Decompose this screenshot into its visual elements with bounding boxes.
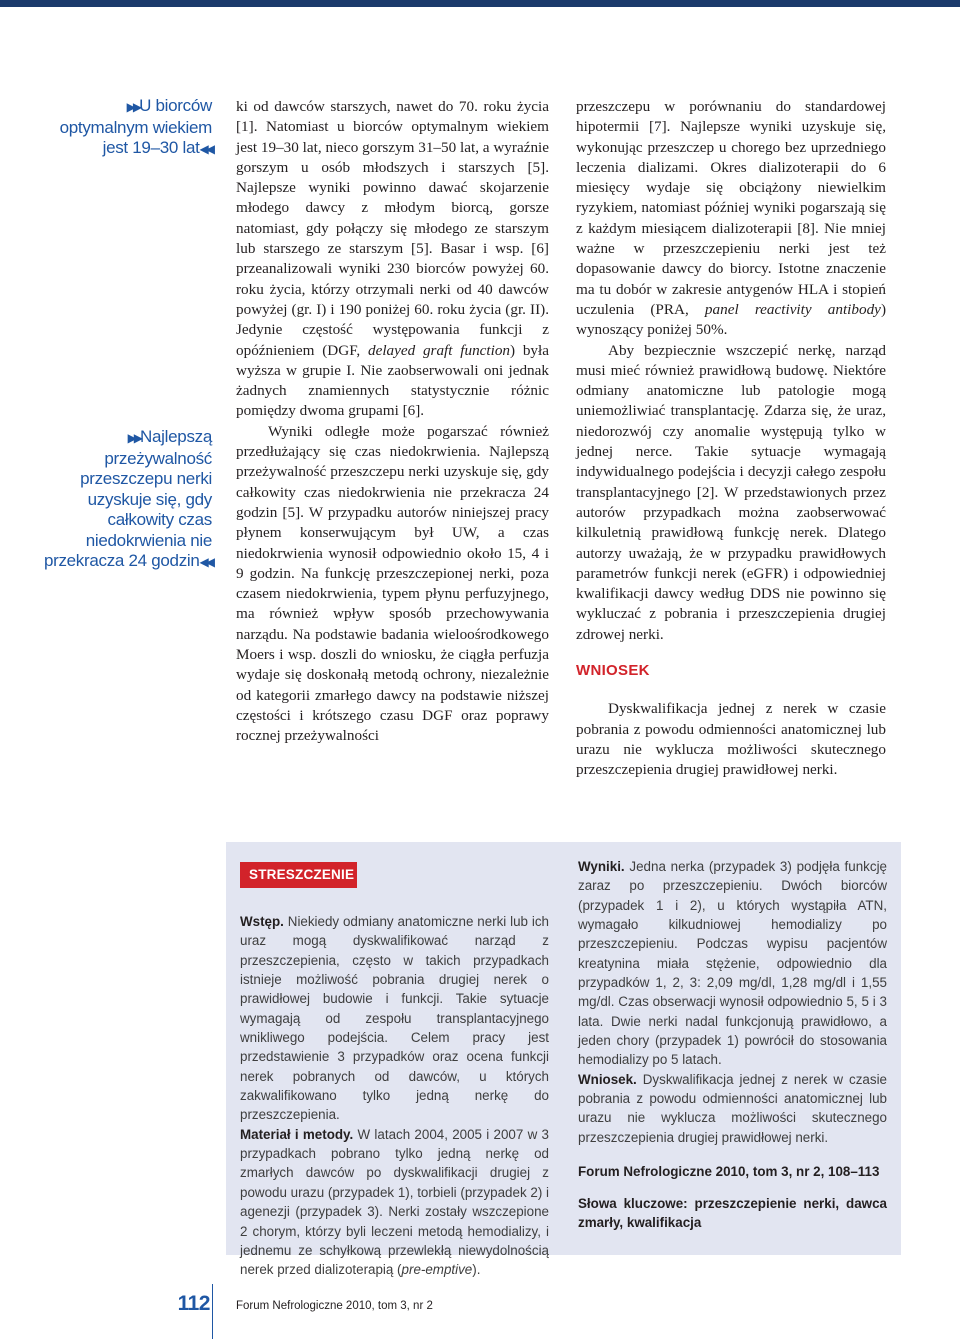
body-column-right [576,97,886,781]
abstract-results: Wyniki. Jedna nerka (przypadek 3) podjęła funkcję zaraz po przeszczepieniu. Dwóch biorców (przypadek 1 i 2), u których wystąpiła ATN, wymagało kilkudniowej hemodializy po przeszczepieniu. Podczas wypisu pacjentów kreatynina miała stężenie, odpowiednio dla przypadków 1, 2, 3: 2,09 mg/dl, 1,28 mg/dl i 1,55 mg/dl. Czas obserwacji wynosił odpowiednio 5, 5 i 3 lata. Dwie nerki nadal funkcjonują prawidłowo, a jeden chory (przypadek 1) powrócił do stosowania hemodializy po 5 latach. [578,859,887,1068]
abstract-header: STRESZCZENIE [240,862,357,888]
pullquote-ischemia-time: ▶▶Najlepszą przeżywalność przeszczepu nerki uzyskuje się, gdy całkowity czas niedokrwienia nie przekracza 24 godzin◀◀ [43,427,212,570]
abstract-column-right [578,857,887,1232]
top-color-bar [0,0,960,7]
section-heading-conclusion: WNIOSEK [576,662,650,680]
abstract-keywords: Słowa kluczowe: przeszczepienie nerki, dawca zmarły, kwalifikacja [578,1195,887,1230]
body-paragraph: Dyskwalifikacja jednej z nerek w czasie pobrania z powodu odmienności anatomicznej lub urazu nie wyklucza możliwości skutecznego przeszczepienia drugiej prawidłowej nerki. [576,700,886,779]
body-paragraph: przeszczepu w porównaniu do standardowej hipotermii [7]. Najlepsze wyniki uzyskuje się, wykonując przeszczep u chorego bez uprzedniego leczenia dializami. Okres dializoterapii do 6 miesięcy wydaje się obciążony niewielkim ryzykiem, natomiast później wyniki pogarszają się z każdym miesiącem dializoterapii [8]. Nie mniej ważne w przeszczepieniu nerki jest też dopasowanie dawcy do biorcy. Istotne znaczenie ma tu dobór w zakresie antygenów HLA i stopień uczulenia (PRA, panel reactivity antibody) wynoszący poniżej 50%. [576,98,886,339]
abstract-conclusion: Wniosek. Dyskwalifikacja jednej z nerek w czasie pobrania z powodu odmienności anatomicznej lub urazu nie wyklucza możliwości skutecznego przeszczepienia drugiej prawidłowej nerki. [578,1071,887,1145]
pullquote-optimal-age: ▶▶U biorców optymalnym wiekiem jest 19–30 lat◀◀ [59,96,212,157]
footer-journal: Forum Nefrologiczne 2010, tom 3, nr 2 [236,1300,433,1312]
double-arrow-right-icon: ▶▶ [126,100,140,114]
body-paragraph: Wyniki odległe może pogarszać również przedłużający się czas niedokrwienia. Najlepszą przeżywalność przeszczepu nerki uzyskuje się, gdy całkowity czas niedokrwienia nie przekracza 24 godzin [5]. W przypadku autorów niniejszej pracy płynem konserwującym był UW, a czas niedokrwienia wynosił odpowiednio około 15, 4 i 9 godzin. Na funkcję przeszczepionej nerki, poza czasem niedokrwienia, typem płynu perfuzyjnego, ma również wpływ sposób przechowywania narządu. Na podstawie badania wieloośrodkowego Moers i wsp. doszli do wniosku, że ciągła perfuzja wydaje się doskonałą metodą ochrony, niezależnie od kategorii zmarłego dawcy na podstawie niższej częstości i krótszego czasu DGF oraz poprawy rocznej przeżywalności [236,422,549,745]
abstract-methods: Materiał i metody. W latach 2004, 2005 i 2007 w 3 przypadkach pobrano tylko jedną nerkę od zmarłych dawców po dyskwalifikacji drugiej z powodu urazu (przypadek 1), torbieli (przypadek 2) i agenezji (przypadek 3). Nerki zostały wszczepione 2 chorym, którzy byli leczeni metodą hemodializy, i jednemu ze schyłkową przewlekłą niewydolnością nerek przed dializoterapią (pre-emptive). [240,1126,549,1278]
footer-divider [212,1284,213,1339]
double-arrow-left-icon: ◀◀ [199,142,212,156]
body-column-left [236,97,549,747]
abstract-citation: Forum Nefrologiczne 2010, tom 3, nr 2, 108–113 [578,1164,880,1180]
body-paragraph: Aby bezpiecznie wszczepić nerkę, narząd musi mieć również prawidłową budowę. Niektóre odmiany anatomiczne lub patologie mogą uniemożliwiać transplantację. Zdarza się, że uraz, niedorozwój czy anomalie występują tylko w jednej nerce. Takie sytuacje wymagają indywidualnego podejścia i decyzji całego zespołu transplantacyjnego [2]. W przedstawionych przez autorów przypadkach można zaobserwować kilkuletnią prawidłową funkcję nerek. Dlatego autorzy uważają, że w przypadku prawidłowych parametrów funkcji nerek (eGFR) i odpowiedniej kwalifikacji dawcy według DDS nie powinno się wykluczać z pobrania i przeszczepienia drugiej zdrowej nerki. [576,341,886,643]
double-arrow-right-icon: ▶▶ [127,431,141,445]
body-paragraph: ki od dawców starszych, nawet do 70. roku życia [1]. Natomiast u biorców optymalnym wiekiem jest 19–30 lat, nieco gorszym 31–50 lat, a wyraźnie gorszym u osób młodszych i starszych [5]. Najlepsze wyniki powinno dawać skojarzenie młodego dawcy z młodym biorcą, gorsze natomiast, gdy połączy się młodego ze starszym lub starszego ze starszym [5]. Basar i wsp. [6] przeanalizowali wyniki 230 biorców powyżej 60. roku życia, którzy otrzymali nerki od 40 dawców powyżej (gr. I) i 190 poniżej 60. roku życia (gr. II). Jedynie częstość występowania funkcji z opóźnieniem (DGF, delayed graft function) była wyższa w grupie I. Nie zaobserwowali oni jednak żadnych znamiennych statystycznie różnic pomiędzy dwoma grupami [6]. [236,98,549,420]
abstract-introduction: Wstęp. Niekiedy odmiany anatomiczne nerki lub ich uraz mogą dyskwalifikować narząd z przeszczepienia, często w takich przypadkach istnieje możliwość pobrania drugiej nerek o prawidłowej budowie i funkcji. Takie sytuacje wymagają od zespołu transplantacyjnego wnikliwego podejścia. Celem pracy jest przedstawienie 3 przypadków oraz ocena funkcji nerek pobranych od dawców, u których zakwalifikowano tylko jedną nerkę do przeszczepienia. [240,914,549,1123]
double-arrow-left-icon: ◀◀ [199,555,212,569]
page-number: 112 [177,1292,210,1315]
abstract-column-left [240,912,549,1280]
